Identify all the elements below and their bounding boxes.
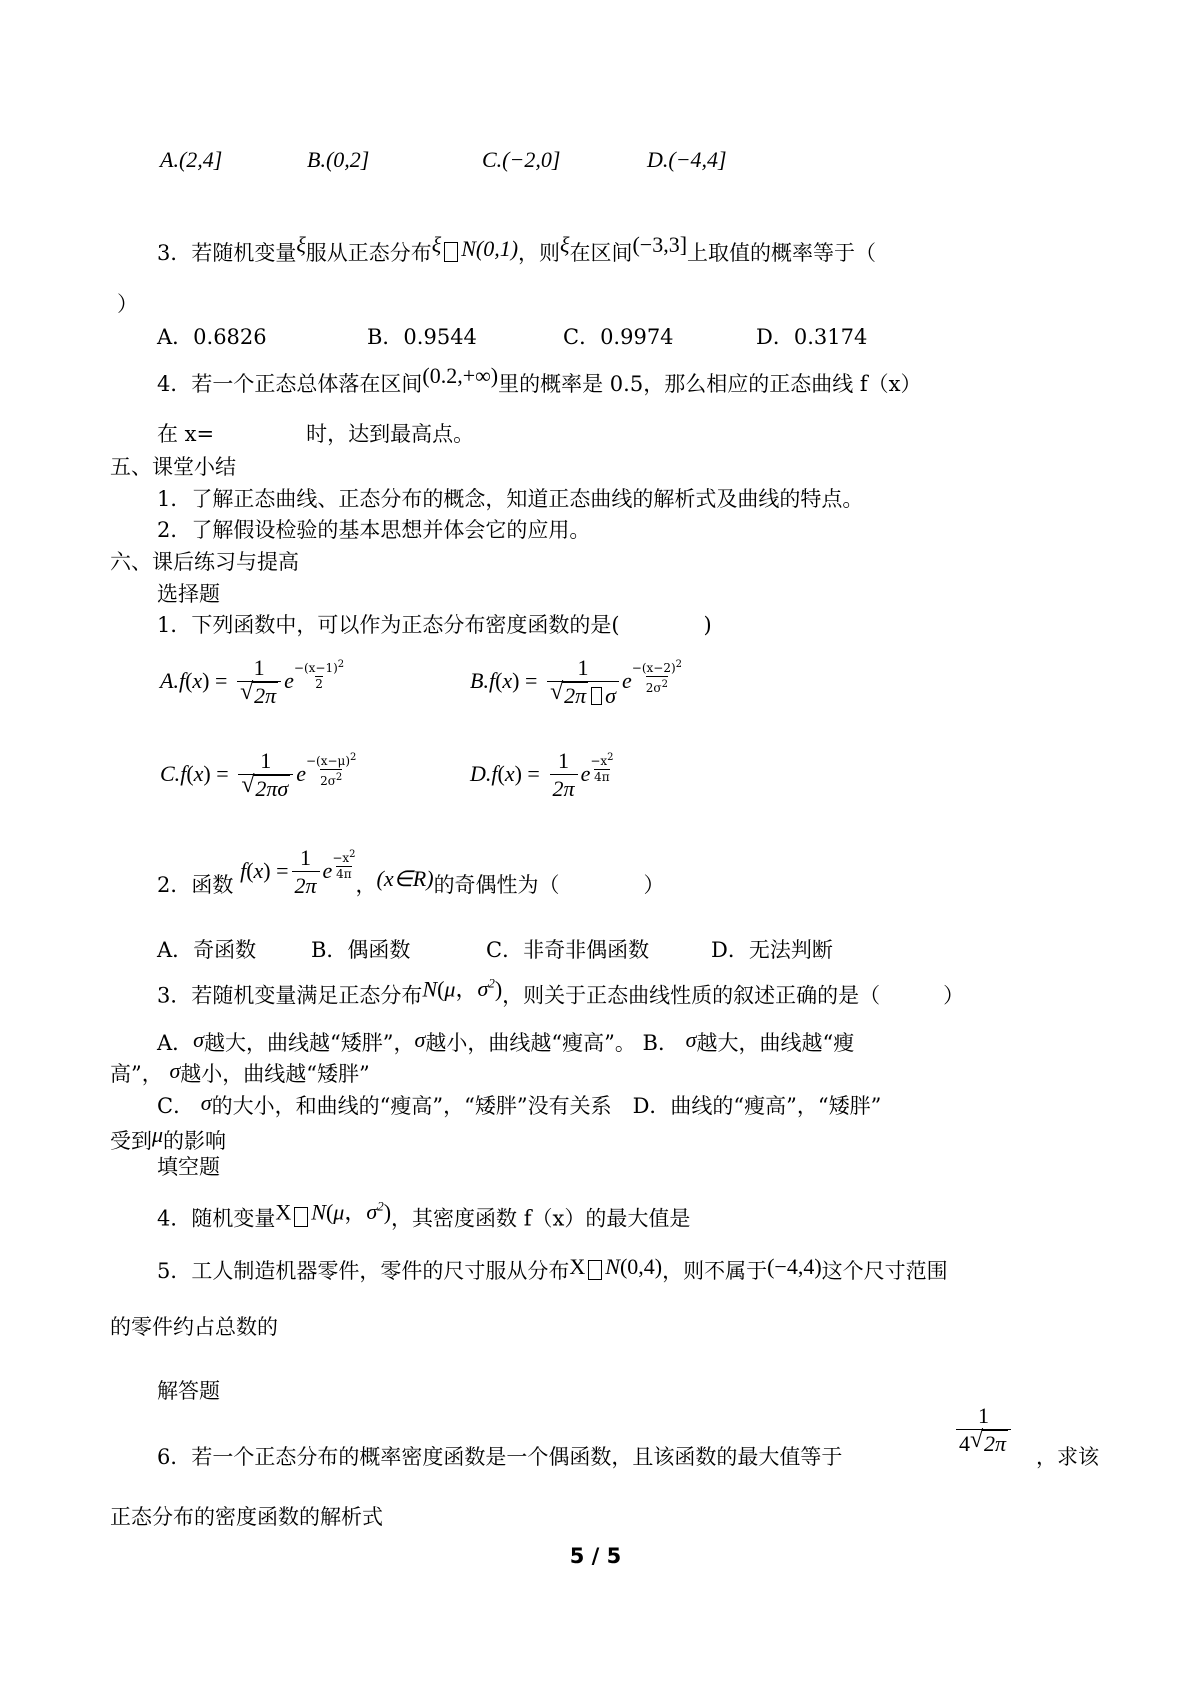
p4-suffix: ，其密度函数 f（x）的最大值是: [391, 1206, 691, 1231]
p3-line4-b: 的影响: [163, 1129, 227, 1153]
p3-line3-b: 的大小，和曲线的“瘦高”，“矮胖”没有关系 D．曲线的“瘦高”，“矮胖”: [211, 1094, 882, 1118]
p3-prefix: 3．若随机变量满足正态分布: [157, 983, 423, 1008]
q3-close: ）: [117, 292, 138, 316]
formula-c: C.f(x) = 1 √ 2πσ e $\frac{-(x-\mu)^2}{2\sigma^2}$: [160, 748, 357, 801]
p6-line2: 正态分布的密度函数的解析式: [110, 1505, 383, 1529]
p2-option-c: C．非奇非偶函数: [486, 938, 650, 962]
p5-interval: (−4,4): [767, 1254, 822, 1279]
section-5-item-1: 1．了解正态曲线、正态分布的概念，知道正态曲线的解析式及曲线的特点。: [157, 487, 864, 511]
p5-mid: ，则不属于: [662, 1259, 768, 1283]
option-d: D.(−4,4]: [647, 147, 727, 172]
p4-prefix: 4．随机变量: [157, 1206, 276, 1231]
q3-suffix: 上取值的概率等于（: [687, 241, 877, 265]
formula-c-label: C.: [160, 761, 181, 786]
q4-suffix: 里的概率是 0.5，那么相应的正态曲线 f（x）: [498, 372, 922, 396]
p3-line3-a: C．: [157, 1094, 195, 1118]
q3-option-b: B．0.9544: [367, 325, 477, 349]
q4-line2a: 在 x=: [157, 422, 215, 446]
p3-line2-b: 越小，曲线越“矮胖”: [180, 1062, 370, 1086]
q4-line2: [157, 420, 474, 448]
p6-suffix: ，求该: [1036, 1445, 1099, 1469]
p3-line4-a: 受到: [110, 1129, 152, 1153]
p3: 3．若随机变量满足正态分布N(μ，$\sigma^2$)，则关于正态曲线性质的叙述正确的是（ ）: [157, 976, 965, 1008]
q4-line2b: 时，达到最高点。: [306, 422, 475, 446]
choice-title: 选择题: [157, 582, 220, 606]
p5-suffix: 这个尺寸范围: [821, 1259, 948, 1283]
option-c: C.(−2,0]: [482, 147, 561, 172]
p5-line2: 的零件约占总数的: [110, 1315, 278, 1339]
q3-option-c: C．0.9974: [563, 325, 674, 349]
p4: 4．随机变量X N(μ，$\sigma^2$)，其密度函数 f（x）的最大值是: [157, 1199, 691, 1231]
question-3: 3．若随机变量ξ服从正态分布ξ N(0,1)，则ξ在区间(−3,3]上取值的概率等于（: [157, 232, 877, 265]
p3-line3: C． σ的大小，和曲线的“瘦高”，“矮胖”没有关系 D．曲线的“瘦高”，“矮胖”: [157, 1090, 882, 1118]
p5: 5．工人制造机器零件，零件的尺寸服从分布X N(0,4)，则不属于(−4,4)这个尺寸范围: [157, 1254, 948, 1283]
formula-a-label: A.: [160, 668, 179, 693]
p2-option-b: B．偶函数: [311, 938, 411, 962]
p2-option-a: A．奇函数: [157, 938, 257, 962]
p3-line1: A．σ越大，曲线越“矮胖”，σ越小，曲线越“瘦高”。 B． σ越大，曲线越“瘦: [157, 1027, 855, 1055]
p3-line1-a: 越大，曲线越“矮胖”，: [204, 1031, 415, 1055]
q3-option-d: D．0.3174: [756, 325, 868, 349]
fill-title: 填空题: [157, 1155, 220, 1179]
formula-a: A.f(x) = 1 √ 2π e $\frac{-(x-1)^2}{2}$: [160, 655, 345, 708]
p5-prefix: 5．工人制造机器零件，零件的尺寸服从分布: [157, 1259, 570, 1283]
p3-line4: 受到μ的影响: [110, 1122, 227, 1153]
q3-mid1: 服从正态分布: [305, 241, 432, 265]
p2-option-d: D．无法判断: [711, 938, 833, 962]
q3-option-a: A．0.6826: [157, 325, 267, 349]
p3-line1-b: 越小，曲线越“瘦高”。 B．: [425, 1031, 679, 1055]
p2-suffix: 的奇偶性为（ ）: [433, 873, 665, 897]
formula-b: B.f(x) = 1 √ 2π σ e $\frac{-(x-2)^2}{2\sigma^2}$: [470, 655, 683, 708]
q3-interval: (−3,3]: [632, 232, 688, 257]
option-b: B.(0,2]: [307, 147, 370, 172]
p6-fraction: 1 4 √ 2π: [953, 1403, 1014, 1458]
formula-b-label: B.: [470, 668, 489, 693]
p2: 2．函数 f(x) = $\frac{1}{2\pi}$ e $\frac{-x^2}{4\pi}$ ，(x∈R)的奇偶性为（ ）: [157, 845, 665, 898]
section-5-title: 五、课堂小结: [110, 455, 236, 479]
formula-d: D.f(x) = $\frac{1}{2\pi}$ e $\frac{-x^2}{4\pi}$: [470, 748, 614, 801]
p3-suffix: ，则关于正态曲线性质的叙述正确的是（ ）: [502, 983, 965, 1008]
p6: [157, 1443, 842, 1471]
formula-d-label: D.: [470, 761, 492, 786]
p3-line2-a: 高”，: [110, 1062, 163, 1086]
section-6-title: 六、课后练习与提高: [110, 550, 299, 574]
p2-domain: (x∈R): [376, 866, 434, 891]
q4-prefix: 4．若一个正态总体落在区间: [157, 372, 423, 396]
answer-title: 解答题: [157, 1379, 220, 1403]
section-5-item-2: 2．了解假设检验的基本思想并体会它的应用。: [157, 518, 591, 542]
option-a: A.(2,4]: [160, 147, 223, 172]
p1: 1．下列函数中，可以作为正态分布密度函数的是( ): [157, 613, 712, 637]
question-4: [157, 362, 922, 398]
p3-line1-c: 越大，曲线越“瘦: [696, 1031, 855, 1055]
page-number: 5 / 5: [569, 1544, 622, 1568]
q3-prefix: 3．若随机变量: [157, 241, 297, 265]
q4-interval: (0.2,+∞): [422, 363, 499, 388]
p6-prefix: 6．若一个正态分布的概率密度函数是一个偶函数，且该函数的最大值等于: [157, 1445, 843, 1469]
q3-mid2: ，则: [518, 241, 561, 265]
q3-mid3: 在区间: [569, 241, 633, 265]
q3-n01: N(0,1): [461, 236, 519, 261]
p2-prefix: 2．函数: [157, 873, 234, 897]
p3-line2: 高”， σ越小，曲线越“矮胖”: [110, 1058, 370, 1086]
